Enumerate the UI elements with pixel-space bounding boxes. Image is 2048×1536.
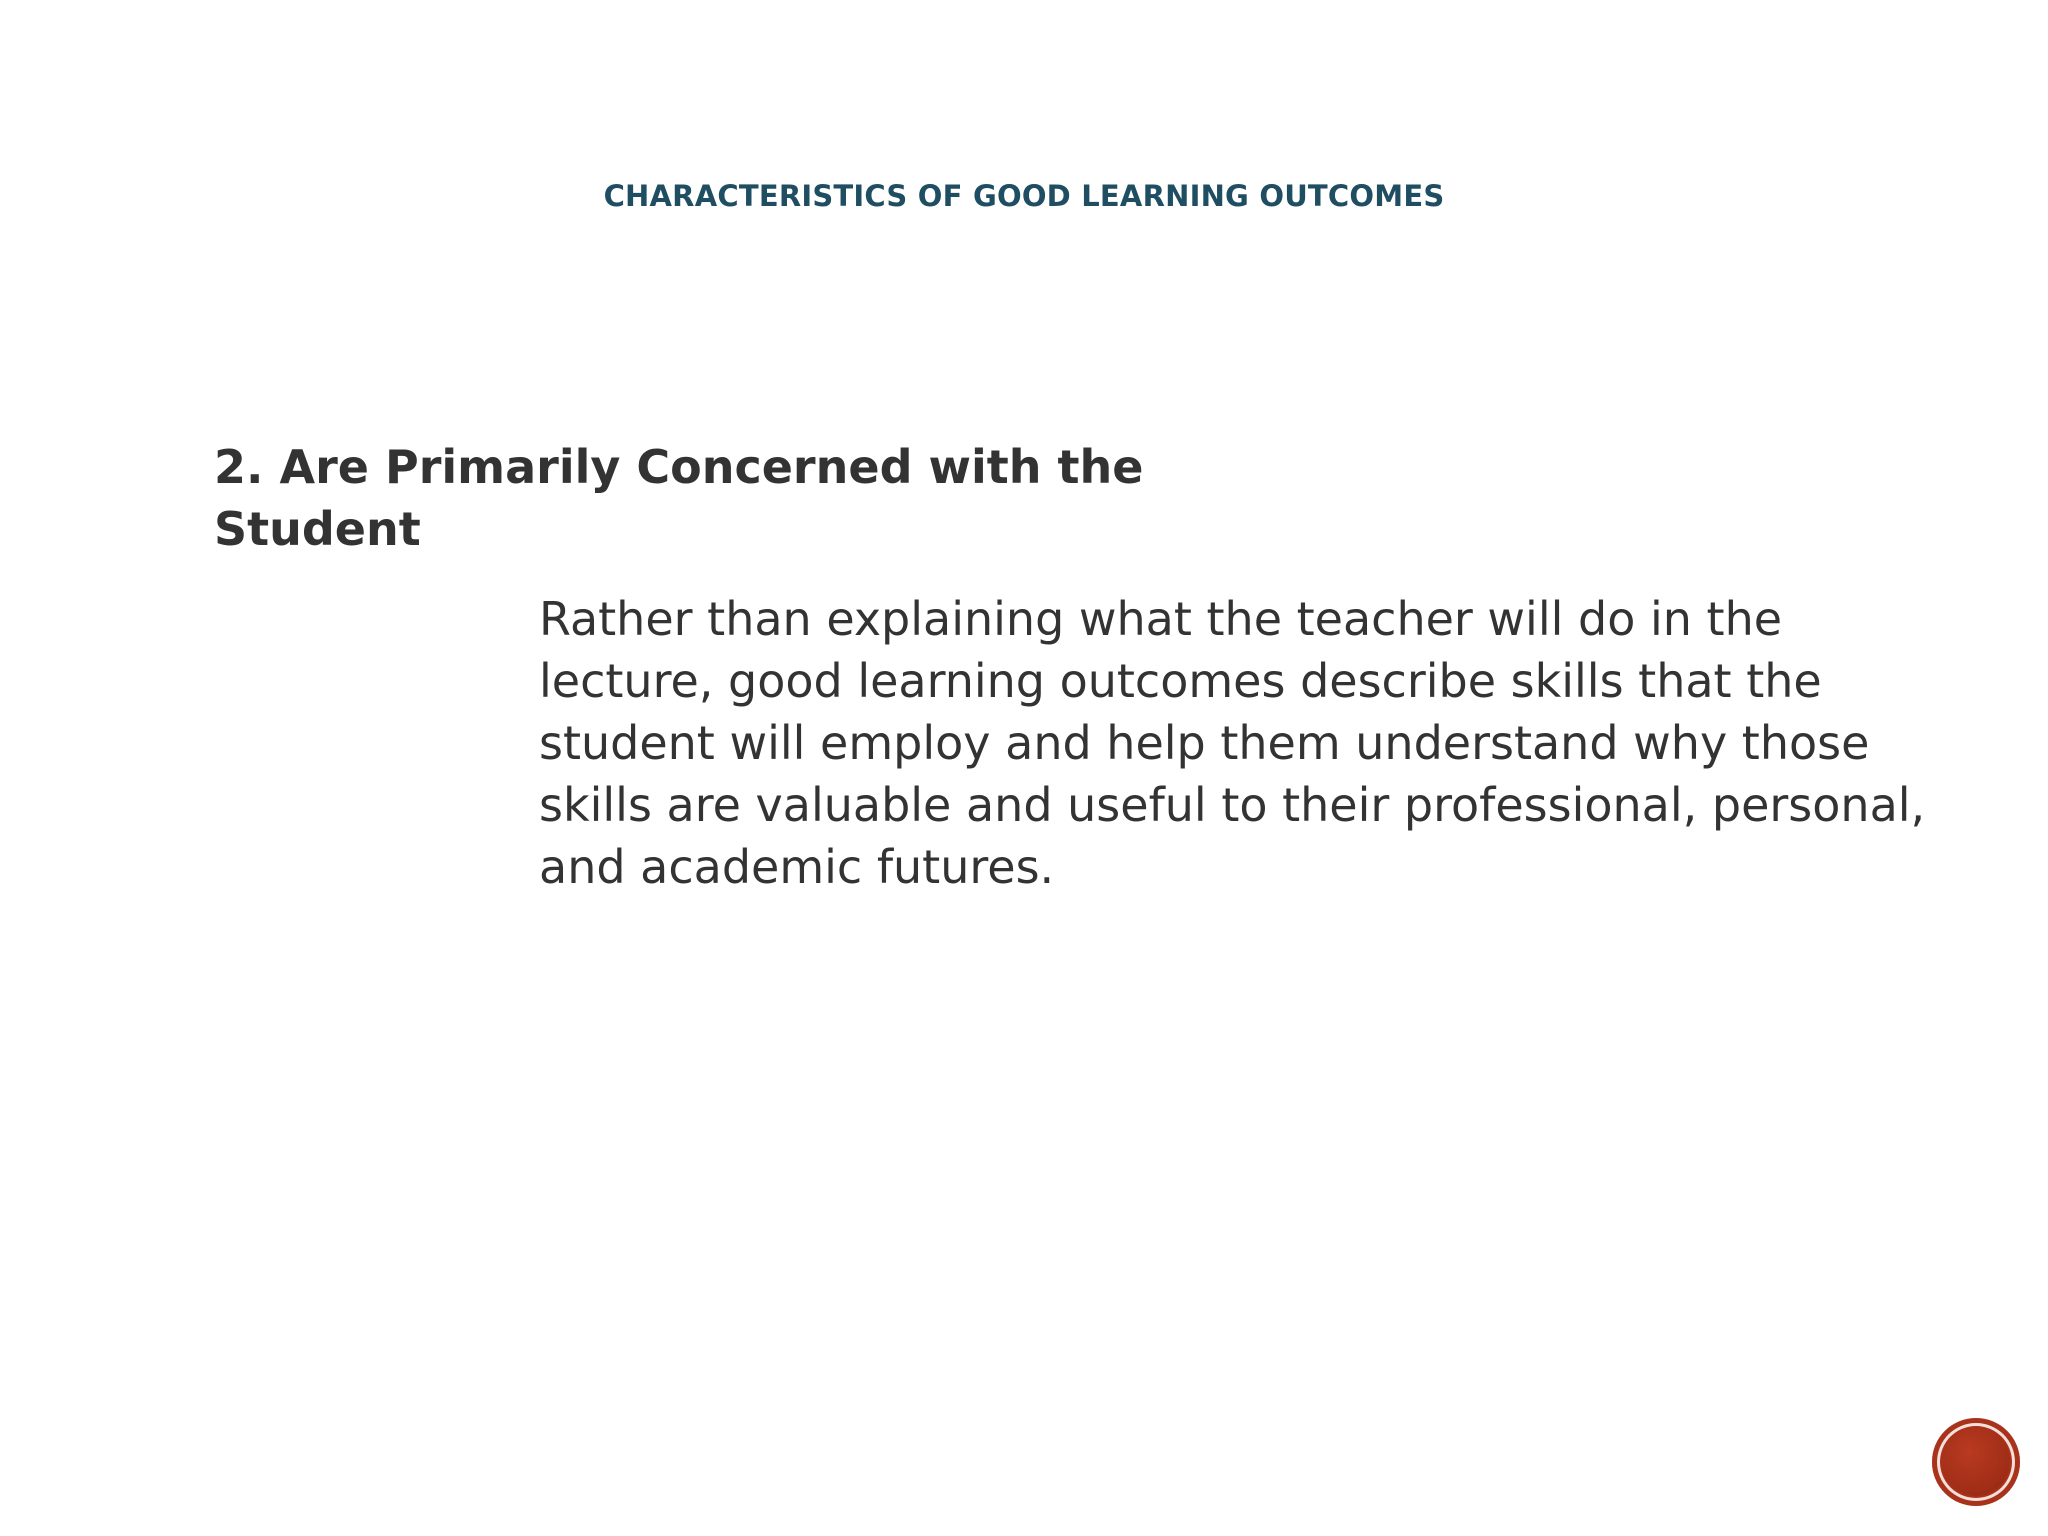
badge-inner-circle [1942, 1428, 2010, 1496]
slide-title: CHARACTERISTICS OF GOOD LEARNING OUTCOMES [603, 179, 1445, 213]
point-heading: 2. Are Primarily Concerned with the Student [214, 440, 1144, 556]
slide-number-badge-icon [1932, 1418, 2020, 1506]
point-body-text: Rather than explaining what the teacher will do in the lecture, good learning outcomes describe skills that the student will employ and help them understand why those skills are valuable and useful to their professional, personal, and academic futures. [539, 592, 1926, 894]
